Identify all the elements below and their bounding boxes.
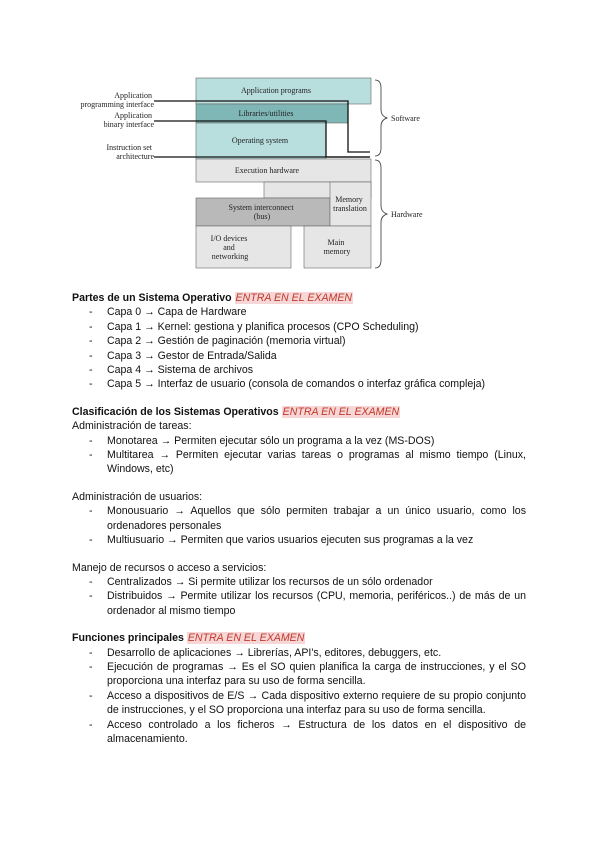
exam-tag: ENTRA EN EL EXAMEN [282,405,400,418]
list-item: - Acceso a dispositivos de E/S → Cada dispositivo externo requiere de su propio conjunto de instrucciones, y el SO proporciona una interfaz para su uso de forma sencilla. [72,689,526,718]
main-memory-label: Main memory [323,238,351,256]
section-title [72,291,526,305]
list-item: - Capa 1 → Kernel: gestiona y planifica procesos (CPO Scheduling) [72,320,526,334]
usuarios-label: Administración de usuarios: [72,490,203,503]
list-item: - Centralizados → Si permite utilizar los recursos de un sólo ordenador [72,575,526,589]
memory-translation-label: Memory translation [333,195,367,213]
exam-tag: ENTRA EN EL EXAMEN [235,292,353,304]
title-text: Funciones principales [72,632,184,645]
isa-label: Instruction set architecture [106,143,154,161]
api-label: Application programming interface [80,91,154,109]
funciones-list [72,646,526,747]
recursos-list [72,575,526,618]
list-item: - Acceso controlado a los ficheros → Estructura de los datos en el dispositivo de almacenamiento. [72,718,526,747]
execution-hardware-label: Execution hardware [234,166,300,175]
abi-label: Application binary interface [103,111,154,129]
list-item: - Multitarea → Permiten ejecutar varias tareas o programas al mismo tiempo (Linux, Windows, etc) [72,448,526,477]
list-item: - Distribuidos → Permite utilizar los recursos (CPU, memoria, periféricos..) de más de un ordenador al mismo tiempo [72,589,526,618]
section-title [72,631,526,645]
title-text: Partes de un Sistema Operativo [72,292,232,304]
hardware-brace [375,160,387,268]
list-item: - Capa 4 → Sistema de archivos [72,363,526,377]
recursos-label: Manejo de recursos o acceso a servicios: [72,561,267,574]
list-item: - Ejecución de programas → Es el SO quien planifica la carga de instrucciones, y el SO proporciona una interfaz para su uso de forma sencilla. [72,660,526,689]
list-item: - Monotarea → Permiten ejecutar sólo un programa a la vez (MS-DOS) [72,434,526,448]
section-funciones [72,631,526,746]
list-item: - Capa 0 → Capa de Hardware [72,305,526,319]
tareas-list [72,434,526,477]
application-programs-label: Application programs [241,86,311,95]
section-clasificacion [72,405,526,618]
list-item: - Capa 5 → Interfaz de usuario (consola de comandos o interfaz gráfica compleja) [72,377,526,391]
operating-system-label: Operating system [231,136,289,145]
system-interconnect-label: System interconnect (bus) [228,203,294,221]
section-partes [72,291,526,392]
software-label: Software [391,114,420,123]
list-item: - Capa 2 → Gestión de paginación (memoria virtual) [72,334,526,348]
usuarios-list [72,504,526,547]
list-item: - Capa 3 → Gestor de Entrada/Salida [72,349,526,363]
layer-io-devices [196,226,291,268]
title-text: Clasificación de los Sistemas Operativos [72,405,279,418]
libraries-label: Libraries/utilities [238,109,294,118]
exam-tag: ENTRA EN EL EXAMEN [187,632,305,645]
list-item: - Multiusuario → Permiten que varios usuarios ejecuten sus programas a la vez [72,533,526,547]
list-item: - Desarrollo de aplicaciones → Librerías, API's, editores, debuggers, etc. [72,646,526,660]
software-brace [375,80,387,156]
hardware-label: Hardware [391,210,423,219]
section-title [72,405,526,419]
partes-list [72,305,526,391]
io-devices-label: I/O devices and networking [210,234,249,261]
tareas-label: Administración de tareas: [72,420,192,433]
document-body [72,291,526,746]
os-layers-diagram [70,76,430,272]
list-item: - Monousuario → Aquellos que sólo permiten trabajar a un único usuario, como los ordenadores personales [72,504,526,533]
